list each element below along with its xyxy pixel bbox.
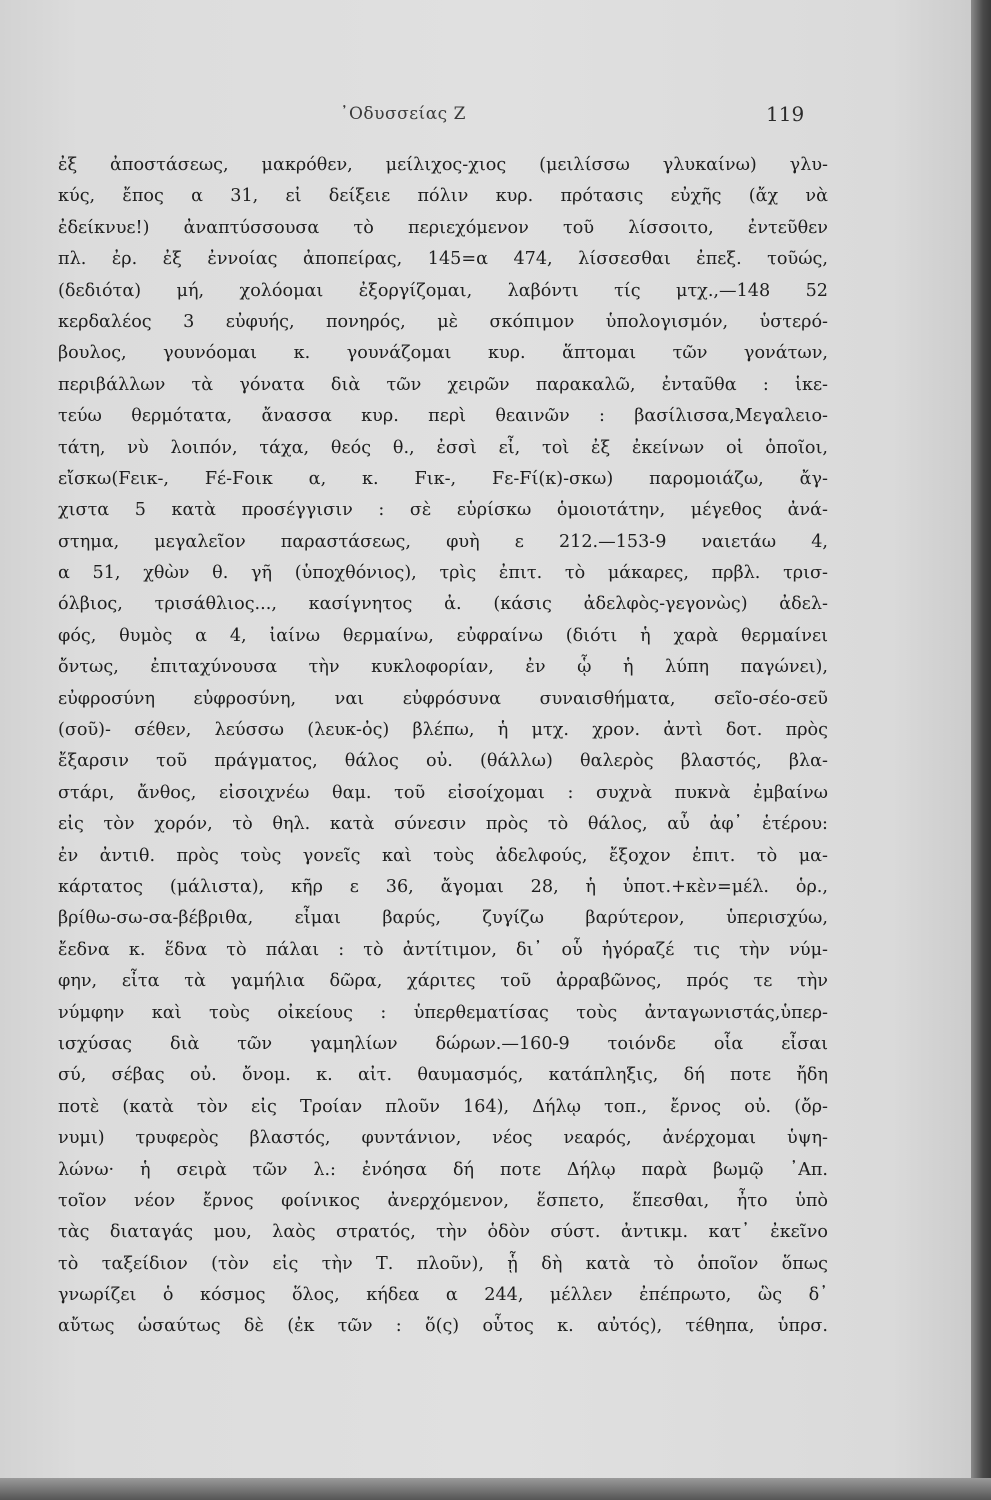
text-line: σύ, σέβας οὐ. ὄνομ. κ. αἰτ. θαυμασμός, κατάπληξις, δή ποτε ἤδη — [58, 1065, 828, 1086]
page-bottom-shadow — [0, 1478, 991, 1500]
text-line: ισχύσας διὰ τῶν γαμηλίων δώρων.—160-9 τοιόνδε οἷα εἶσαι — [58, 1033, 828, 1054]
text-line: εἰς τὸν χορόν, τὸ θηλ. κατὰ σύνεσιν πρὸς τὸ θάλος, αὖ ἀφ᾿ ἑτέρου: — [58, 814, 828, 835]
running-head: ᾿Οδυσσείας Ζ — [340, 104, 466, 124]
text-line: χιστα 5 κατὰ προσέγγισιν : σὲ εὑρίσκω ὁμοιοτάτην, μέγεθος ἀνά- — [58, 500, 828, 521]
commentary-text — [58, 150, 828, 1343]
text-line: ἐν ἀντιθ. πρὸς τοὺς γονεῖς καὶ τοὺς ἀδελφούς, ἔξοχον ἐπιτ. τὸ μα- — [58, 845, 828, 866]
text-line: περιβάλλων τὰ γόνατα διὰ τῶν χειρῶν παρακαλῶ, ἐνταῦθα : ἱκε- — [58, 374, 828, 395]
text-line: λώνω· ἡ σειρὰ τῶν λ.: ἐνόησα δή ποτε Δήλῳ παρὰ βωμῷ ᾿Απ. — [58, 1159, 828, 1180]
text-line: ἔξαρσιν τοῦ πράγματος, θάλος οὐ. (θάλλω) θαλερὸς βλαστός, βλα- — [58, 751, 828, 772]
page-number: 119 — [766, 102, 805, 126]
text-line: εἴσκω(Fεικ-, Fέ-Fοικ α, κ. Fικ-, Fε-Fί(κ)-σκω) παρομοιάζω, ἄγ- — [58, 468, 828, 489]
text-line: ὄντως, ἐπιταχύνουσα τὴν κυκλοφορίαν, ἐν ᾧ ἡ λύπη παγώνει), — [58, 657, 828, 678]
text-line: ἐξ ἀποστάσεως, μακρόθεν, μείλιχος-χιος (μειλίσσω γλυκαίνω) γλυ- — [58, 155, 828, 175]
text-line: τὸ ταξείδιον (τὸν εἰς τὴν Τ. πλοῦν), ᾗ δὴ κατὰ τὸ ὁποῖον ὅπως — [58, 1253, 828, 1274]
text-line: ἔεδνα κ. ἕδνα τὸ πάλαι : τὸ ἀντίτιμον, δι᾿ οὗ ἠγόραζέ τις τὴν νύμ- — [58, 939, 828, 960]
text-line: όλβιος, τρισάθλιος..., κασίγνητος ἀ. (κάσις ἀδελφὸς-γεγονὼς) ἀδελ- — [58, 594, 828, 615]
text-line: (σοῦ)- σέθεν, λεύσσω (λευκ-ὀς) βλέπω, ἡ μτχ. χρον. ἀντὶ δοτ. πρὸς — [58, 720, 828, 741]
text-line: τὰς διαταγάς μου, λαὸς στρατός, τὴν ὁδὸν σύστ. ἀντικμ. κατ᾿ ἐκεῖνο — [58, 1222, 828, 1243]
text-line: κύς, ἔπος α 31, εἰ δείξειε πόλιν κυρ. πρότασις εὐχῆς (ἄχ νὰ — [58, 186, 828, 207]
text-line: α 51, χθὼν θ. γῆ (ὑποχθόνιος), τρὶς ἐπιτ. τὸ μάκαρες, πρβλ. τρισ- — [58, 563, 828, 584]
text-line: φός, θυμὸς α 4, ἰαίνω θερμαίνω, εὐφραίνω (διότι ἡ χαρὰ θερμαίνει — [58, 625, 828, 646]
page-edge-shadow — [971, 0, 991, 1500]
text-line: γνωρίζει ὁ κόσμος ὅλος, κήδεα α 244, μέλλεν ἐπέπρωτο, ὣς δ᾿ — [58, 1285, 828, 1306]
text-line: νυμι) τρυφερὸς βλαστός, φυντάνιον, νέος νεαρός, ἀνέρχομαι ὑψη- — [58, 1128, 828, 1149]
text-line: εὐφροσύνη εὐφροσύνη, ναι εὐφρόσυνα συναισθήματα, σεῖο-σέο-σεῦ — [58, 688, 828, 709]
text-line: βρίθω-σω-σα-βέβριθα, εἶμαι βαρύς, ζυγίζω βαρύτερον, ὑπερισχύω, — [58, 908, 828, 929]
text-line: τάτη, νὺ λοιπόν, τάχα, θεός θ., ἐσσὶ εἶ, τοὶ ἐξ ἐκείνων οἱ ὁποῖοι, — [58, 437, 828, 458]
text-line: κάρτατος (μάλιστα), κῆρ ε 36, ἄγομαι 28, ἡ ὑποτ.+κὲν=μέλ. ὁρ., — [58, 876, 828, 897]
text-line: αὔτως ὡσαύτως δὲ (ἐκ τῶν : ὅ(ς) οὗτος κ. αὐτός), τέθηπα, ὑπρσ. — [58, 1316, 828, 1337]
text-line: ποτὲ (κατὰ τὸν εἰς Τροίαν πλοῦν 164), Δήλῳ τοπ., ἔρνος οὐ. (ὄρ- — [58, 1096, 828, 1117]
text-line: νύμφην καὶ τοὺς οἰκείους : ὑπερθεματίσας τοὺς ἀνταγωνιστάς,ὑπερ- — [58, 1002, 828, 1023]
text-line: πλ. ἐρ. ἐξ ἐννοίας ἀποπείρας, 145=α 474, λίσσεσθαι ἐπεξ. τοῦώς, — [58, 249, 828, 270]
text-line: βουλος, γουνόομαι κ. γουνάζομαι κυρ. ἅπτομαι τῶν γονάτων, — [58, 343, 828, 364]
text-line: κερδαλέος 3 εὐφυής, πονηρός, μὲ σκόπιμον ὑπολογισμόν, ὑστερό- — [58, 311, 828, 332]
text-line: τεύω θερμότατα, ἄνασσα κυρ. περὶ θεαινῶν : βασίλισσα,Μεγαλειο- — [58, 406, 828, 427]
text-line: στάρι, ἄνθος, εἰσοιχνέω θαμ. τοῦ εἰσοίχομαι : συχνὰ πυκνὰ ἐμβαίνω — [58, 782, 828, 803]
text-line: (δεδιότα) μή, χολόομαι ἐξοργίζομαι, λαβόντι τίς μτχ.,—148 52 — [58, 280, 828, 301]
text-line: φην, εἶτα τὰ γαμήλια δῶρα, χάριτες τοῦ ἀρραβῶνος, πρός τε τὴν — [58, 971, 828, 992]
text-line: ἐδείκνυε!) ἀναπτύσσουσα τὸ περιεχόμενον τοῦ λίσσοιτο, ἐντεῦθεν — [58, 217, 828, 238]
text-line: τοῖον νέον ἔρνος φοίνικος ἀνερχόμενον, ἕσπετο, ἕπεσθαι, ἦτο ὑπὸ — [58, 1190, 828, 1211]
text-line: στημα, μεγαλεῖον παραστάσεως, φυὴ ε 212.—153-9 ναιετάω 4, — [58, 531, 828, 552]
